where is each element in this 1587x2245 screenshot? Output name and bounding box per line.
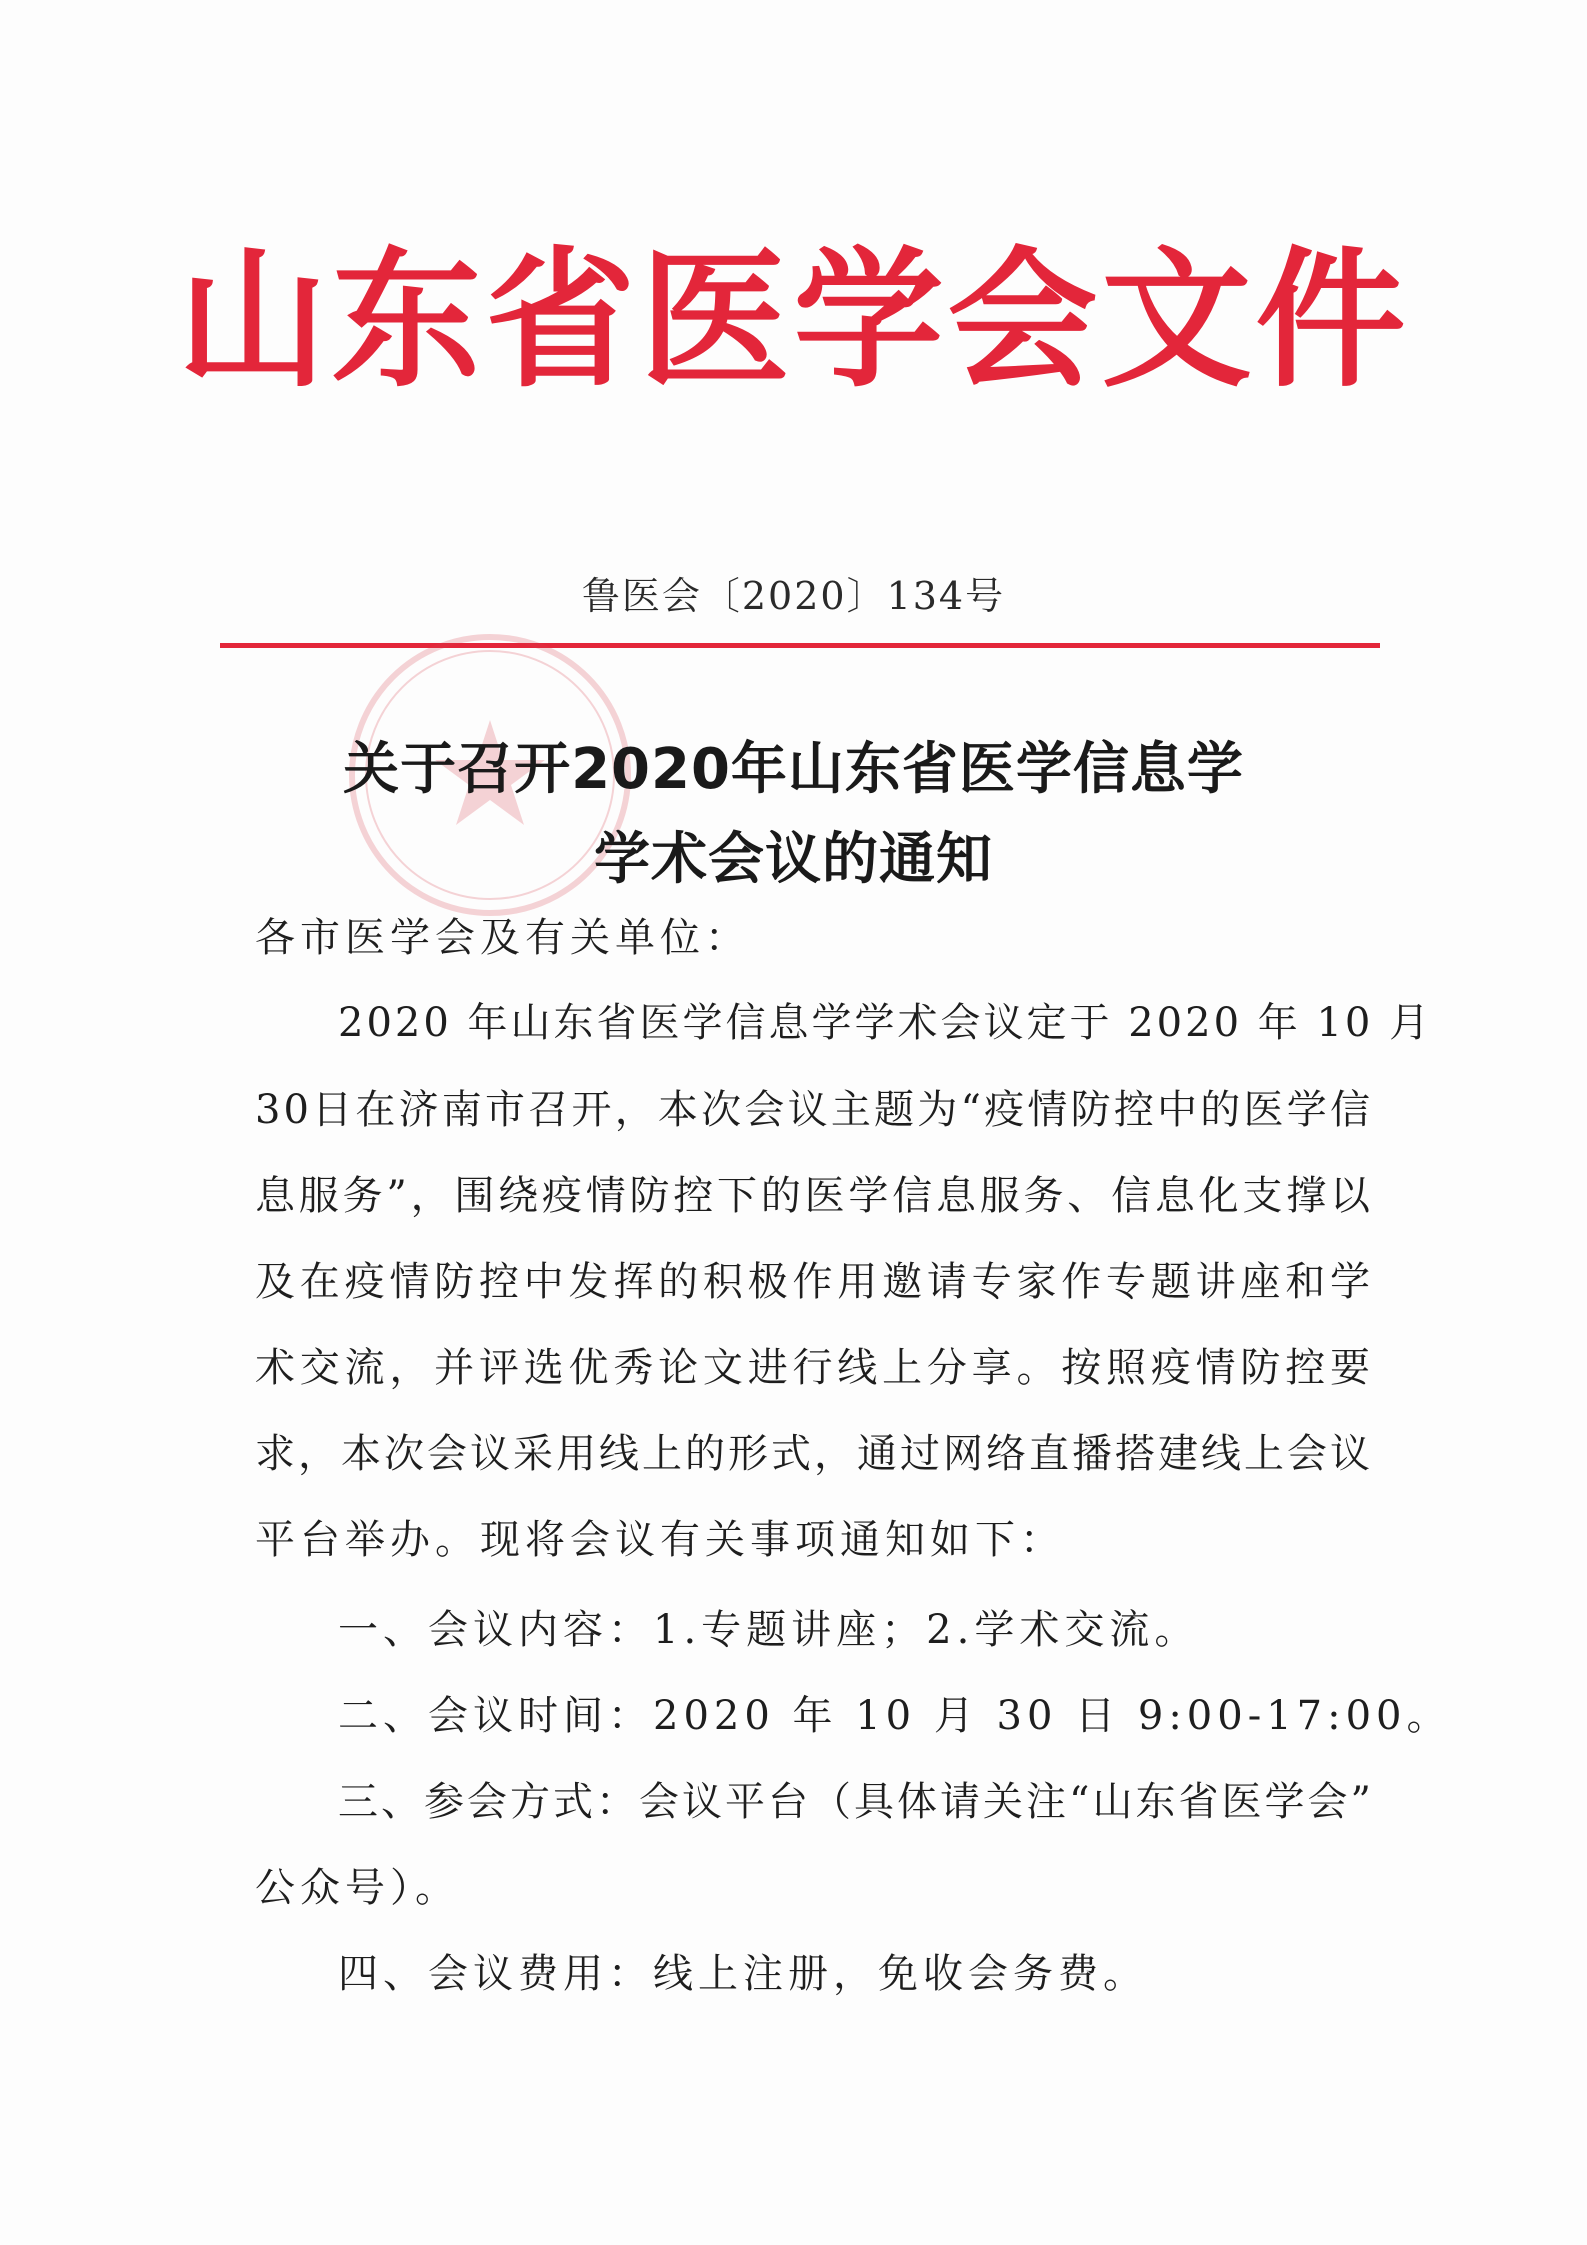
notice-title-line-1: 关于召开2020年山东省医学信息学: [343, 737, 1244, 802]
org-document-header: 山东省医学会文件: [177, 232, 1410, 408]
intro-line-6: 求，本次会议采用线上的形式，通过网络直播搭建线上会议: [255, 1431, 1373, 1477]
salutation: 各市医学会及有关单位：: [255, 915, 750, 961]
intro-line-2: 30日在济南市召开，本次会议主题为“疫情防控中的医学信: [255, 1087, 1373, 1133]
document-number: 鲁医会〔2020〕134号: [581, 574, 1006, 618]
intro-line-5: 术交流，并评选优秀论文进行线上分享。按照疫情防控要: [255, 1345, 1373, 1391]
item-meeting-method-line-1: 三、参会方式：会议平台（具体请关注“山东省医学会”: [338, 1779, 1374, 1825]
intro-line-4: 及在疫情防控中发挥的积极作用邀请专家作专题讲座和学: [255, 1259, 1373, 1305]
intro-line-7: 平台举办。现将会议有关事项通知如下：: [255, 1517, 1065, 1563]
item-meeting-content: 一、会议内容：1.专题讲座；2.学术交流。: [338, 1607, 1200, 1653]
item-meeting-time: 二、会议时间：2020 年 10 月 30 日 9:00-17:00。: [338, 1693, 1452, 1739]
intro-line-3: 息服务”，围绕疫情防控下的医学信息服务、信息化支撑以: [255, 1173, 1373, 1219]
item-meeting-fee: 四、会议费用：线上注册，免收会务费。: [338, 1951, 1148, 1997]
intro-line-1: 2020 年山东省医学信息学学术会议定于 2020 年 10 月: [338, 1000, 1433, 1046]
item-meeting-method-line-2: 公众号）。: [255, 1865, 460, 1911]
notice-title-line-2: 学术会议的通知: [594, 827, 993, 892]
